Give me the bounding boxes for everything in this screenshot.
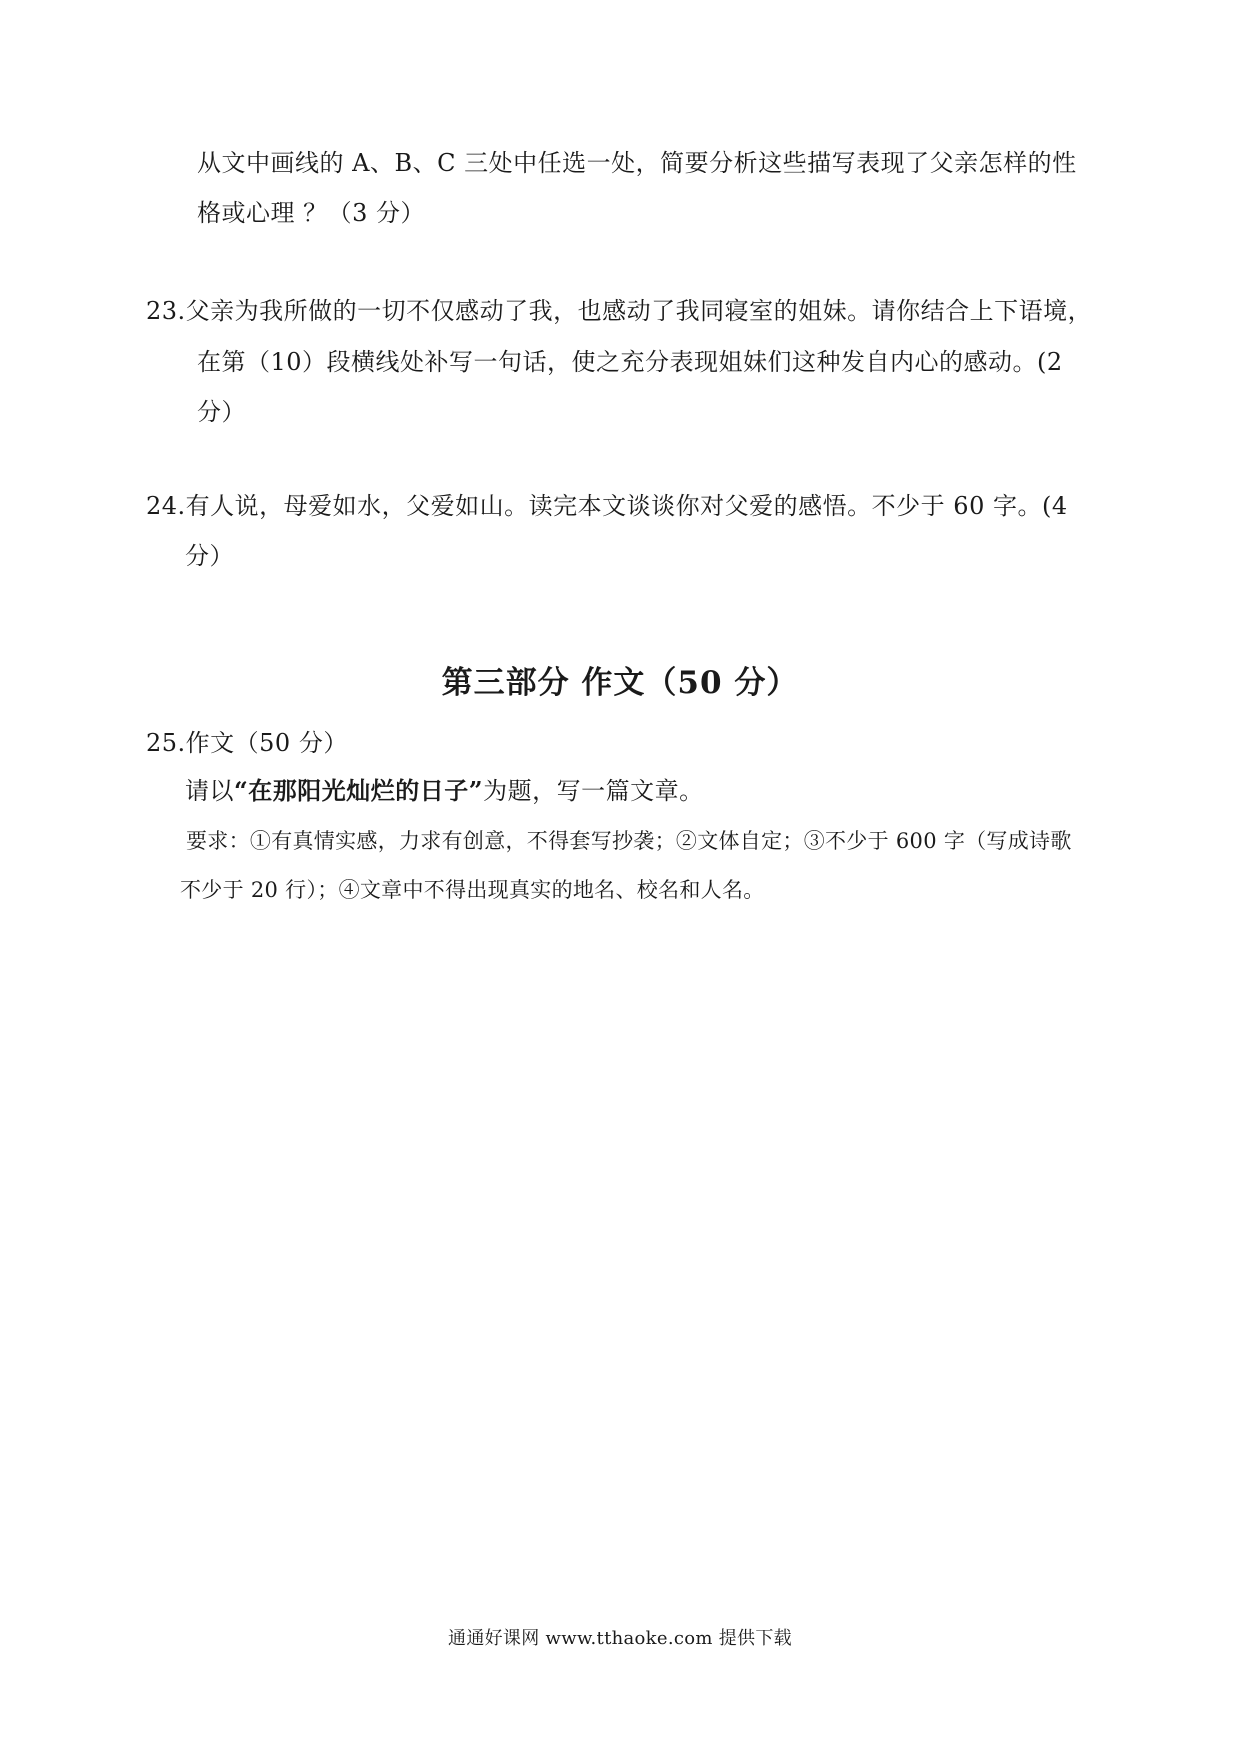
- q23-line-1: 23.父亲为我所做的一切不仅感动了我，也感动了我同寝室的姐妹。请你结合上下语境，: [146, 297, 1093, 325]
- q23-line-2: 在第（10）段横线处补写一句话，使之充分表现姐妹们这种发自内心的感动。(2: [197, 348, 1063, 376]
- q23-line-3: 分）: [197, 398, 246, 426]
- q24-line-2: 分）: [185, 542, 234, 570]
- q25-heading: 25.作文（50 分）: [146, 729, 348, 757]
- q22-line-1: 从文中画线的 A、B、C 三处中任选一处，简要分析这些描写表现了父亲怎样的性: [197, 149, 1077, 177]
- q22-line-2: 格或心理 ？（3 分）: [197, 199, 426, 227]
- q24-line-1: 24.有人说，母爱如水，父爱如山。读完本文谈谈你对父爱的感悟。不少于 60 字。(4: [146, 492, 1068, 520]
- q25-prompt-suffix: 为题，写一篇文章。: [483, 777, 704, 805]
- q25-requirements-line-2: 不少于 20 行）；④文章中不得出现真实的地名、校名和人名。: [180, 878, 765, 902]
- section-title: 第三部分 作文（50 分）: [441, 665, 799, 701]
- q25-prompt: [185, 776, 704, 806]
- q25-prompt-prefix: 请以: [185, 777, 234, 805]
- q25-requirements-line-1: 要求：①有真情实感，力求有创意，不得套写抄袭；②文体自定；③不少于 600 字（写成诗歌: [186, 829, 1072, 853]
- q25-prompt-title: “在那阳光灿烂的日子”: [234, 776, 484, 805]
- footer-text: 通通好课网 www.tthaoke.com 提供下载: [448, 1628, 792, 1649]
